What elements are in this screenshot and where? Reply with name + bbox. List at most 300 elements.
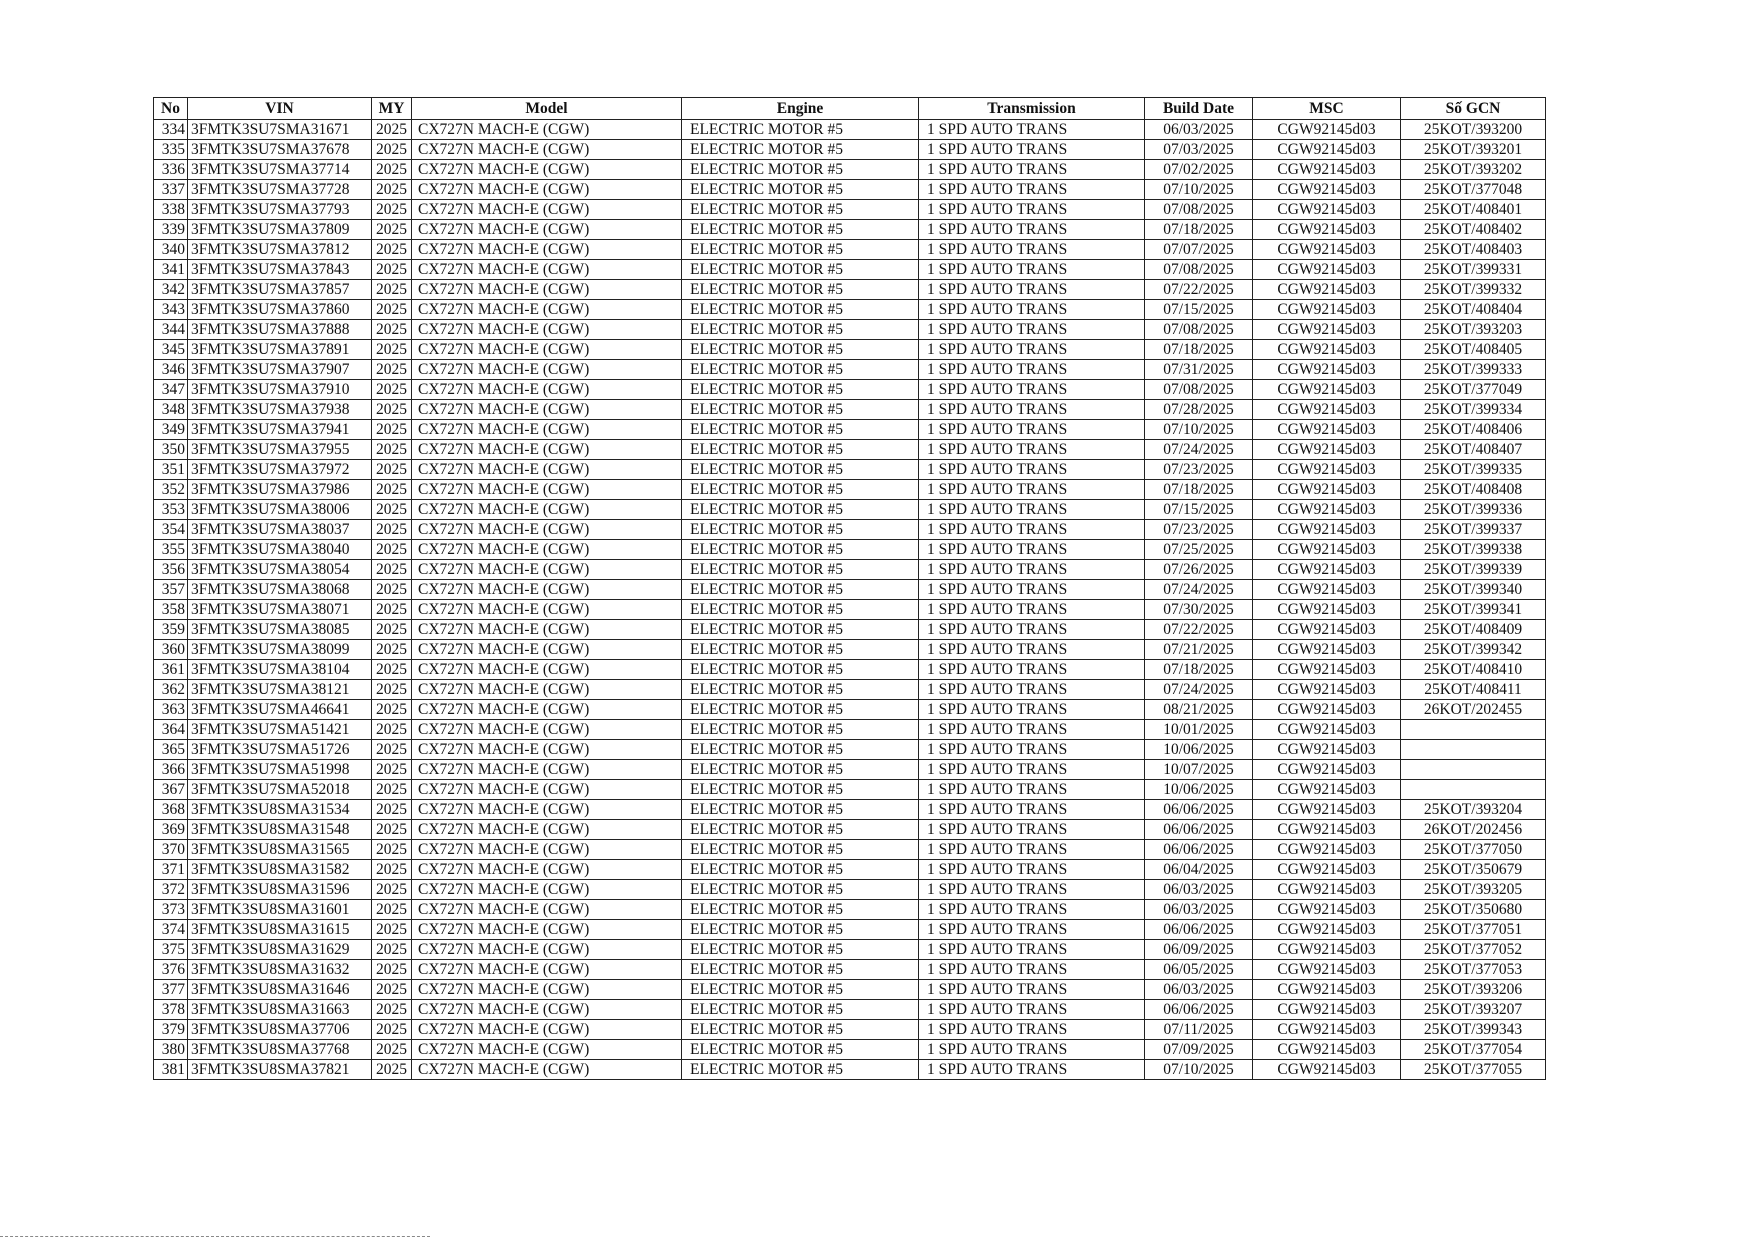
cell-vin: 3FMTK3SU8SMA31596 bbox=[188, 880, 372, 900]
cell-msc: CGW92145d03 bbox=[1253, 600, 1401, 620]
cell-vin: 3FMTK3SU7SMA31671 bbox=[188, 120, 372, 140]
cell-no: 364 bbox=[154, 720, 188, 740]
cell-no: 339 bbox=[154, 220, 188, 240]
table-row bbox=[154, 720, 1546, 740]
cell-transmission: 1 SPD AUTO TRANS bbox=[919, 540, 1145, 560]
cell-engine: ELECTRIC MOTOR #5 bbox=[682, 1020, 919, 1040]
table-row bbox=[154, 1040, 1546, 1060]
table-row bbox=[154, 520, 1546, 540]
cell-engine: ELECTRIC MOTOR #5 bbox=[682, 280, 919, 300]
cell-build-date: 07/08/2025 bbox=[1145, 320, 1253, 340]
cell-no: 367 bbox=[154, 780, 188, 800]
cell-engine: ELECTRIC MOTOR #5 bbox=[682, 440, 919, 460]
cell-engine: ELECTRIC MOTOR #5 bbox=[682, 920, 919, 940]
cell-my: 2025 bbox=[372, 500, 412, 520]
cell-msc: CGW92145d03 bbox=[1253, 1000, 1401, 1020]
cell-build-date: 06/09/2025 bbox=[1145, 940, 1253, 960]
cell-build-date: 07/24/2025 bbox=[1145, 580, 1253, 600]
cell-vin: 3FMTK3SU7SMA37910 bbox=[188, 380, 372, 400]
cell-engine: ELECTRIC MOTOR #5 bbox=[682, 980, 919, 1000]
cell-vin: 3FMTK3SU8SMA31534 bbox=[188, 800, 372, 820]
cell-gcn: 25KOT/393204 bbox=[1401, 800, 1546, 820]
cell-vin: 3FMTK3SU7SMA51998 bbox=[188, 760, 372, 780]
cell-vin: 3FMTK3SU8SMA31601 bbox=[188, 900, 372, 920]
table-row bbox=[154, 600, 1546, 620]
cell-msc: CGW92145d03 bbox=[1253, 620, 1401, 640]
cell-engine: ELECTRIC MOTOR #5 bbox=[682, 380, 919, 400]
cell-no: 347 bbox=[154, 380, 188, 400]
table-row bbox=[154, 660, 1546, 680]
cell-no: 372 bbox=[154, 880, 188, 900]
cell-transmission: 1 SPD AUTO TRANS bbox=[919, 220, 1145, 240]
table-row bbox=[154, 300, 1546, 320]
cell-model: CX727N MACH-E (CGW) bbox=[412, 820, 682, 840]
cell-msc: CGW92145d03 bbox=[1253, 560, 1401, 580]
cell-model: CX727N MACH-E (CGW) bbox=[412, 520, 682, 540]
cell-build-date: 07/24/2025 bbox=[1145, 440, 1253, 460]
cell-no: 376 bbox=[154, 960, 188, 980]
cell-msc: CGW92145d03 bbox=[1253, 160, 1401, 180]
cell-build-date: 06/05/2025 bbox=[1145, 960, 1253, 980]
cell-msc: CGW92145d03 bbox=[1253, 240, 1401, 260]
cell-transmission: 1 SPD AUTO TRANS bbox=[919, 1020, 1145, 1040]
cell-gcn: 25KOT/399341 bbox=[1401, 600, 1546, 620]
cell-my: 2025 bbox=[372, 240, 412, 260]
cell-no: 373 bbox=[154, 900, 188, 920]
cell-vin: 3FMTK3SU7SMA51726 bbox=[188, 740, 372, 760]
cell-msc: CGW92145d03 bbox=[1253, 440, 1401, 460]
cell-no: 375 bbox=[154, 940, 188, 960]
cell-no: 360 bbox=[154, 640, 188, 660]
cell-msc: CGW92145d03 bbox=[1253, 840, 1401, 860]
cell-vin: 3FMTK3SU7SMA38121 bbox=[188, 680, 372, 700]
table-row bbox=[154, 700, 1546, 720]
table-row bbox=[154, 800, 1546, 820]
cell-msc: CGW92145d03 bbox=[1253, 960, 1401, 980]
cell-no: 341 bbox=[154, 260, 188, 280]
cell-vin: 3FMTK3SU8SMA31565 bbox=[188, 840, 372, 860]
cell-msc: CGW92145d03 bbox=[1253, 180, 1401, 200]
cell-build-date: 07/26/2025 bbox=[1145, 560, 1253, 580]
cell-engine: ELECTRIC MOTOR #5 bbox=[682, 1000, 919, 1020]
cell-build-date: 07/08/2025 bbox=[1145, 380, 1253, 400]
cell-vin: 3FMTK3SU8SMA31615 bbox=[188, 920, 372, 940]
cell-my: 2025 bbox=[372, 460, 412, 480]
cell-engine: ELECTRIC MOTOR #5 bbox=[682, 840, 919, 860]
cell-gcn: 25KOT/408409 bbox=[1401, 620, 1546, 640]
cell-gcn: 25KOT/350679 bbox=[1401, 860, 1546, 880]
cell-my: 2025 bbox=[372, 200, 412, 220]
cell-model: CX727N MACH-E (CGW) bbox=[412, 380, 682, 400]
cell-no: 369 bbox=[154, 820, 188, 840]
cell-gcn: 25KOT/408408 bbox=[1401, 480, 1546, 500]
cell-engine: ELECTRIC MOTOR #5 bbox=[682, 860, 919, 880]
cell-gcn: 25KOT/393200 bbox=[1401, 120, 1546, 140]
cell-msc: CGW92145d03 bbox=[1253, 640, 1401, 660]
cell-engine: ELECTRIC MOTOR #5 bbox=[682, 520, 919, 540]
cell-no: 354 bbox=[154, 520, 188, 540]
cell-my: 2025 bbox=[372, 620, 412, 640]
cell-vin: 3FMTK3SU7SMA37793 bbox=[188, 200, 372, 220]
cell-msc: CGW92145d03 bbox=[1253, 740, 1401, 760]
cell-vin: 3FMTK3SU8SMA31629 bbox=[188, 940, 372, 960]
cell-no: 381 bbox=[154, 1060, 188, 1080]
cell-model: CX727N MACH-E (CGW) bbox=[412, 640, 682, 660]
cell-gcn: 26KOT/202455 bbox=[1401, 700, 1546, 720]
cell-model: CX727N MACH-E (CGW) bbox=[412, 620, 682, 640]
cell-model: CX727N MACH-E (CGW) bbox=[412, 880, 682, 900]
cell-build-date: 06/06/2025 bbox=[1145, 820, 1253, 840]
cell-my: 2025 bbox=[372, 520, 412, 540]
cell-my: 2025 bbox=[372, 160, 412, 180]
cell-msc: CGW92145d03 bbox=[1253, 300, 1401, 320]
cell-no: 337 bbox=[154, 180, 188, 200]
cell-engine: ELECTRIC MOTOR #5 bbox=[682, 160, 919, 180]
cell-build-date: 07/10/2025 bbox=[1145, 180, 1253, 200]
cell-engine: ELECTRIC MOTOR #5 bbox=[682, 340, 919, 360]
cell-transmission: 1 SPD AUTO TRANS bbox=[919, 120, 1145, 140]
cell-build-date: 07/10/2025 bbox=[1145, 420, 1253, 440]
cell-build-date: 10/07/2025 bbox=[1145, 760, 1253, 780]
cell-msc: CGW92145d03 bbox=[1253, 460, 1401, 480]
cell-my: 2025 bbox=[372, 640, 412, 660]
table-row bbox=[154, 760, 1546, 780]
cell-build-date: 10/06/2025 bbox=[1145, 740, 1253, 760]
cell-gcn: 25KOT/399332 bbox=[1401, 280, 1546, 300]
cell-vin: 3FMTK3SU7SMA38068 bbox=[188, 580, 372, 600]
cell-gcn: 25KOT/377054 bbox=[1401, 1040, 1546, 1060]
cell-msc: CGW92145d03 bbox=[1253, 540, 1401, 560]
cell-vin: 3FMTK3SU7SMA37941 bbox=[188, 420, 372, 440]
cell-my: 2025 bbox=[372, 900, 412, 920]
cell-model: CX727N MACH-E (CGW) bbox=[412, 220, 682, 240]
cell-transmission: 1 SPD AUTO TRANS bbox=[919, 240, 1145, 260]
header-build-date: Build Date bbox=[1145, 98, 1253, 120]
cell-build-date: 07/07/2025 bbox=[1145, 240, 1253, 260]
cell-build-date: 06/04/2025 bbox=[1145, 860, 1253, 880]
cell-vin: 3FMTK3SU7SMA37843 bbox=[188, 260, 372, 280]
cell-my: 2025 bbox=[372, 660, 412, 680]
cell-my: 2025 bbox=[372, 120, 412, 140]
cell-transmission: 1 SPD AUTO TRANS bbox=[919, 440, 1145, 460]
cell-no: 338 bbox=[154, 200, 188, 220]
cell-model: CX727N MACH-E (CGW) bbox=[412, 800, 682, 820]
cell-engine: ELECTRIC MOTOR #5 bbox=[682, 880, 919, 900]
cell-build-date: 07/08/2025 bbox=[1145, 260, 1253, 280]
cell-model: CX727N MACH-E (CGW) bbox=[412, 740, 682, 760]
cell-my: 2025 bbox=[372, 860, 412, 880]
cell-model: CX727N MACH-E (CGW) bbox=[412, 660, 682, 680]
cell-no: 374 bbox=[154, 920, 188, 940]
cell-model: CX727N MACH-E (CGW) bbox=[412, 540, 682, 560]
cell-my: 2025 bbox=[372, 560, 412, 580]
cell-transmission: 1 SPD AUTO TRANS bbox=[919, 460, 1145, 480]
cell-my: 2025 bbox=[372, 920, 412, 940]
cell-no: 370 bbox=[154, 840, 188, 860]
table-row bbox=[154, 140, 1546, 160]
cell-transmission: 1 SPD AUTO TRANS bbox=[919, 720, 1145, 740]
cell-my: 2025 bbox=[372, 300, 412, 320]
cell-model: CX727N MACH-E (CGW) bbox=[412, 760, 682, 780]
cell-msc: CGW92145d03 bbox=[1253, 760, 1401, 780]
cell-model: CX727N MACH-E (CGW) bbox=[412, 960, 682, 980]
table-row bbox=[154, 440, 1546, 460]
cell-transmission: 1 SPD AUTO TRANS bbox=[919, 420, 1145, 440]
table-row bbox=[154, 120, 1546, 140]
cell-msc: CGW92145d03 bbox=[1253, 1060, 1401, 1080]
cell-model: CX727N MACH-E (CGW) bbox=[412, 400, 682, 420]
table-row bbox=[154, 680, 1546, 700]
cell-msc: CGW92145d03 bbox=[1253, 680, 1401, 700]
cell-msc: CGW92145d03 bbox=[1253, 940, 1401, 960]
cell-engine: ELECTRIC MOTOR #5 bbox=[682, 960, 919, 980]
cell-my: 2025 bbox=[372, 320, 412, 340]
cell-msc: CGW92145d03 bbox=[1253, 420, 1401, 440]
cell-vin: 3FMTK3SU7SMA38006 bbox=[188, 500, 372, 520]
cell-engine: ELECTRIC MOTOR #5 bbox=[682, 600, 919, 620]
cell-transmission: 1 SPD AUTO TRANS bbox=[919, 340, 1145, 360]
header-engine: Engine bbox=[682, 98, 919, 120]
table-row bbox=[154, 1000, 1546, 1020]
cell-msc: CGW92145d03 bbox=[1253, 280, 1401, 300]
cell-transmission: 1 SPD AUTO TRANS bbox=[919, 680, 1145, 700]
cell-vin: 3FMTK3SU7SMA37860 bbox=[188, 300, 372, 320]
page-edge-mark bbox=[0, 1236, 430, 1238]
cell-gcn: 25KOT/399339 bbox=[1401, 560, 1546, 580]
cell-transmission: 1 SPD AUTO TRANS bbox=[919, 700, 1145, 720]
cell-vin: 3FMTK3SU8SMA37768 bbox=[188, 1040, 372, 1060]
cell-model: CX727N MACH-E (CGW) bbox=[412, 1040, 682, 1060]
header-vin: VIN bbox=[188, 98, 372, 120]
cell-my: 2025 bbox=[372, 840, 412, 860]
cell-vin: 3FMTK3SU8SMA31582 bbox=[188, 860, 372, 880]
table-row bbox=[154, 880, 1546, 900]
cell-my: 2025 bbox=[372, 700, 412, 720]
cell-transmission: 1 SPD AUTO TRANS bbox=[919, 560, 1145, 580]
cell-engine: ELECTRIC MOTOR #5 bbox=[682, 680, 919, 700]
cell-gcn: 25KOT/377049 bbox=[1401, 380, 1546, 400]
cell-transmission: 1 SPD AUTO TRANS bbox=[919, 580, 1145, 600]
cell-transmission: 1 SPD AUTO TRANS bbox=[919, 500, 1145, 520]
cell-engine: ELECTRIC MOTOR #5 bbox=[682, 700, 919, 720]
header-no: No bbox=[154, 98, 188, 120]
table-row bbox=[154, 360, 1546, 380]
vehicle-table bbox=[153, 97, 1546, 1080]
cell-vin: 3FMTK3SU7SMA38054 bbox=[188, 560, 372, 580]
cell-no: 378 bbox=[154, 1000, 188, 1020]
cell-build-date: 06/03/2025 bbox=[1145, 980, 1253, 1000]
cell-gcn: 25KOT/377053 bbox=[1401, 960, 1546, 980]
cell-gcn bbox=[1401, 780, 1546, 800]
table-row bbox=[154, 380, 1546, 400]
cell-build-date: 06/06/2025 bbox=[1145, 1000, 1253, 1020]
cell-my: 2025 bbox=[372, 1020, 412, 1040]
table-row bbox=[154, 220, 1546, 240]
header-gcn: Số GCN bbox=[1401, 98, 1546, 120]
cell-engine: ELECTRIC MOTOR #5 bbox=[682, 640, 919, 660]
cell-build-date: 07/25/2025 bbox=[1145, 540, 1253, 560]
cell-build-date: 06/03/2025 bbox=[1145, 120, 1253, 140]
cell-engine: ELECTRIC MOTOR #5 bbox=[682, 400, 919, 420]
cell-vin: 3FMTK3SU7SMA37857 bbox=[188, 280, 372, 300]
cell-my: 2025 bbox=[372, 480, 412, 500]
cell-no: 342 bbox=[154, 280, 188, 300]
cell-gcn: 25KOT/399333 bbox=[1401, 360, 1546, 380]
cell-build-date: 06/03/2025 bbox=[1145, 880, 1253, 900]
cell-my: 2025 bbox=[372, 220, 412, 240]
table-row bbox=[154, 560, 1546, 580]
table-row bbox=[154, 820, 1546, 840]
cell-gcn: 25KOT/408402 bbox=[1401, 220, 1546, 240]
cell-model: CX727N MACH-E (CGW) bbox=[412, 700, 682, 720]
cell-gcn: 25KOT/393202 bbox=[1401, 160, 1546, 180]
cell-model: CX727N MACH-E (CGW) bbox=[412, 340, 682, 360]
cell-gcn: 25KOT/377051 bbox=[1401, 920, 1546, 940]
cell-build-date: 07/08/2025 bbox=[1145, 200, 1253, 220]
cell-gcn: 25KOT/408404 bbox=[1401, 300, 1546, 320]
cell-build-date: 06/06/2025 bbox=[1145, 800, 1253, 820]
table-row bbox=[154, 960, 1546, 980]
cell-my: 2025 bbox=[372, 780, 412, 800]
cell-gcn: 26KOT/202456 bbox=[1401, 820, 1546, 840]
cell-model: CX727N MACH-E (CGW) bbox=[412, 300, 682, 320]
cell-gcn: 25KOT/408411 bbox=[1401, 680, 1546, 700]
cell-engine: ELECTRIC MOTOR #5 bbox=[682, 720, 919, 740]
cell-model: CX727N MACH-E (CGW) bbox=[412, 440, 682, 460]
cell-my: 2025 bbox=[372, 760, 412, 780]
cell-no: 343 bbox=[154, 300, 188, 320]
cell-msc: CGW92145d03 bbox=[1253, 920, 1401, 940]
cell-gcn: 25KOT/393201 bbox=[1401, 140, 1546, 160]
cell-no: 371 bbox=[154, 860, 188, 880]
cell-model: CX727N MACH-E (CGW) bbox=[412, 200, 682, 220]
cell-model: CX727N MACH-E (CGW) bbox=[412, 1060, 682, 1080]
header-my: MY bbox=[372, 98, 412, 120]
cell-build-date: 07/28/2025 bbox=[1145, 400, 1253, 420]
table-row bbox=[154, 840, 1546, 860]
cell-build-date: 06/06/2025 bbox=[1145, 840, 1253, 860]
cell-my: 2025 bbox=[372, 720, 412, 740]
cell-build-date: 07/02/2025 bbox=[1145, 160, 1253, 180]
cell-transmission: 1 SPD AUTO TRANS bbox=[919, 860, 1145, 880]
cell-no: 346 bbox=[154, 360, 188, 380]
cell-gcn: 25KOT/393207 bbox=[1401, 1000, 1546, 1020]
cell-model: CX727N MACH-E (CGW) bbox=[412, 320, 682, 340]
cell-transmission: 1 SPD AUTO TRANS bbox=[919, 200, 1145, 220]
cell-engine: ELECTRIC MOTOR #5 bbox=[682, 140, 919, 160]
cell-my: 2025 bbox=[372, 1000, 412, 1020]
cell-build-date: 07/10/2025 bbox=[1145, 1060, 1253, 1080]
cell-gcn: 25KOT/408403 bbox=[1401, 240, 1546, 260]
cell-engine: ELECTRIC MOTOR #5 bbox=[682, 740, 919, 760]
cell-engine: ELECTRIC MOTOR #5 bbox=[682, 900, 919, 920]
cell-msc: CGW92145d03 bbox=[1253, 200, 1401, 220]
cell-vin: 3FMTK3SU7SMA37888 bbox=[188, 320, 372, 340]
cell-my: 2025 bbox=[372, 1060, 412, 1080]
cell-gcn: 25KOT/399331 bbox=[1401, 260, 1546, 280]
cell-vin: 3FMTK3SU7SMA37955 bbox=[188, 440, 372, 460]
table-row bbox=[154, 860, 1546, 880]
cell-gcn: 25KOT/408406 bbox=[1401, 420, 1546, 440]
cell-vin: 3FMTK3SU7SMA37907 bbox=[188, 360, 372, 380]
cell-engine: ELECTRIC MOTOR #5 bbox=[682, 180, 919, 200]
cell-transmission: 1 SPD AUTO TRANS bbox=[919, 880, 1145, 900]
cell-engine: ELECTRIC MOTOR #5 bbox=[682, 1060, 919, 1080]
cell-my: 2025 bbox=[372, 800, 412, 820]
cell-build-date: 07/18/2025 bbox=[1145, 480, 1253, 500]
cell-no: 377 bbox=[154, 980, 188, 1000]
cell-model: CX727N MACH-E (CGW) bbox=[412, 500, 682, 520]
cell-model: CX727N MACH-E (CGW) bbox=[412, 720, 682, 740]
table-row bbox=[154, 280, 1546, 300]
cell-engine: ELECTRIC MOTOR #5 bbox=[682, 260, 919, 280]
cell-engine: ELECTRIC MOTOR #5 bbox=[682, 940, 919, 960]
cell-no: 379 bbox=[154, 1020, 188, 1040]
cell-model: CX727N MACH-E (CGW) bbox=[412, 480, 682, 500]
cell-engine: ELECTRIC MOTOR #5 bbox=[682, 820, 919, 840]
cell-engine: ELECTRIC MOTOR #5 bbox=[682, 200, 919, 220]
cell-gcn: 25KOT/377048 bbox=[1401, 180, 1546, 200]
cell-transmission: 1 SPD AUTO TRANS bbox=[919, 640, 1145, 660]
cell-msc: CGW92145d03 bbox=[1253, 1040, 1401, 1060]
cell-gcn: 25KOT/399343 bbox=[1401, 1020, 1546, 1040]
cell-build-date: 07/30/2025 bbox=[1145, 600, 1253, 620]
cell-msc: CGW92145d03 bbox=[1253, 500, 1401, 520]
cell-engine: ELECTRIC MOTOR #5 bbox=[682, 580, 919, 600]
cell-my: 2025 bbox=[372, 440, 412, 460]
cell-no: 380 bbox=[154, 1040, 188, 1060]
cell-msc: CGW92145d03 bbox=[1253, 800, 1401, 820]
cell-no: 348 bbox=[154, 400, 188, 420]
cell-gcn: 25KOT/393203 bbox=[1401, 320, 1546, 340]
cell-my: 2025 bbox=[372, 600, 412, 620]
cell-build-date: 06/06/2025 bbox=[1145, 920, 1253, 940]
cell-msc: CGW92145d03 bbox=[1253, 120, 1401, 140]
cell-build-date: 07/24/2025 bbox=[1145, 680, 1253, 700]
cell-model: CX727N MACH-E (CGW) bbox=[412, 600, 682, 620]
cell-vin: 3FMTK3SU8SMA37706 bbox=[188, 1020, 372, 1040]
cell-gcn bbox=[1401, 720, 1546, 740]
table-row bbox=[154, 500, 1546, 520]
cell-vin: 3FMTK3SU7SMA38099 bbox=[188, 640, 372, 660]
cell-vin: 3FMTK3SU7SMA37812 bbox=[188, 240, 372, 260]
cell-build-date: 07/22/2025 bbox=[1145, 280, 1253, 300]
cell-vin: 3FMTK3SU7SMA37938 bbox=[188, 400, 372, 420]
cell-transmission: 1 SPD AUTO TRANS bbox=[919, 280, 1145, 300]
cell-no: 363 bbox=[154, 700, 188, 720]
cell-msc: CGW92145d03 bbox=[1253, 400, 1401, 420]
cell-model: CX727N MACH-E (CGW) bbox=[412, 920, 682, 940]
cell-transmission: 1 SPD AUTO TRANS bbox=[919, 380, 1145, 400]
cell-build-date: 07/15/2025 bbox=[1145, 500, 1253, 520]
cell-gcn bbox=[1401, 760, 1546, 780]
cell-msc: CGW92145d03 bbox=[1253, 660, 1401, 680]
cell-transmission: 1 SPD AUTO TRANS bbox=[919, 300, 1145, 320]
table-row bbox=[154, 180, 1546, 200]
cell-vin: 3FMTK3SU7SMA37809 bbox=[188, 220, 372, 240]
cell-gcn: 25KOT/399337 bbox=[1401, 520, 1546, 540]
table-row bbox=[154, 640, 1546, 660]
cell-engine: ELECTRIC MOTOR #5 bbox=[682, 320, 919, 340]
table-row bbox=[154, 160, 1546, 180]
table-row bbox=[154, 1060, 1546, 1080]
cell-engine: ELECTRIC MOTOR #5 bbox=[682, 760, 919, 780]
cell-gcn bbox=[1401, 740, 1546, 760]
cell-my: 2025 bbox=[372, 360, 412, 380]
cell-transmission: 1 SPD AUTO TRANS bbox=[919, 920, 1145, 940]
cell-gcn: 25KOT/393205 bbox=[1401, 880, 1546, 900]
cell-gcn: 25KOT/408401 bbox=[1401, 200, 1546, 220]
